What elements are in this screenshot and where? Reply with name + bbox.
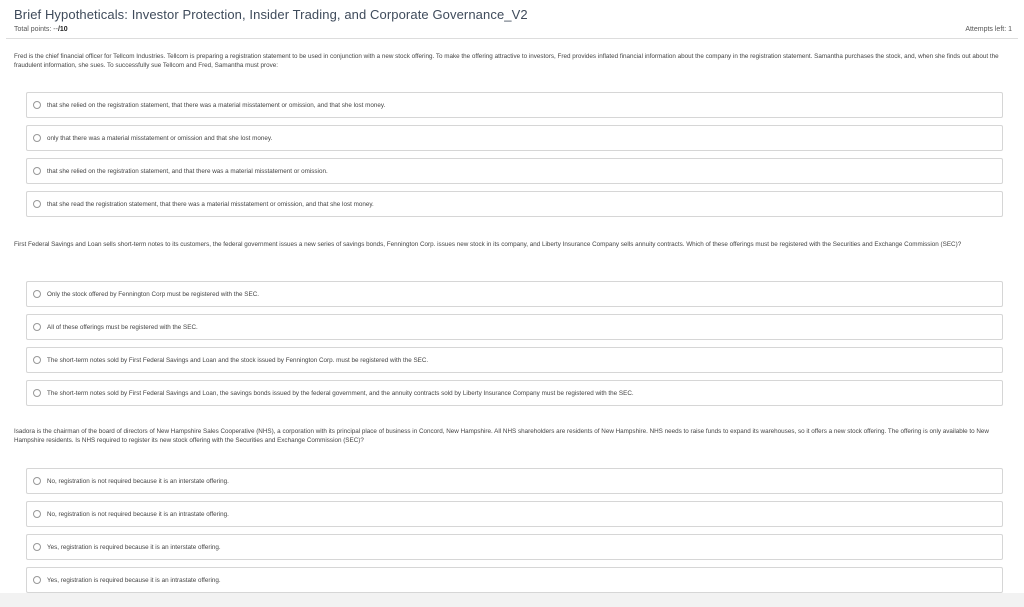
answer-option-label: only that there was a material misstatement or omission and that she lost money.	[47, 134, 273, 142]
answer-option[interactable]	[26, 125, 1003, 151]
answer-option[interactable]	[26, 314, 1003, 340]
total-points-label: Total points: --	[14, 26, 58, 33]
radio-button[interactable]	[33, 543, 41, 551]
answer-option-label: that she relied on the registration statement, that there was a material misstatement or omission, and that she lost money.	[47, 101, 386, 109]
radio-button[interactable]	[33, 290, 41, 298]
answer-option[interactable]	[26, 380, 1003, 406]
question-2-text: First Federal Savings and Loan sells short-term notes to its customers, the federal government issues a new series of savings bonds, Fennington Corp. issues new stock in its company, and Liberty Insurance Company sells annuity contracts. Which of these offerings must be registered with the Securities and Exchange Commission (SEC)?	[14, 241, 962, 248]
radio-button[interactable]	[33, 389, 41, 397]
radio-button[interactable]	[33, 356, 41, 364]
radio-button[interactable]	[33, 323, 41, 331]
answer-option[interactable]	[26, 347, 1003, 373]
radio-button[interactable]	[33, 134, 41, 142]
radio-button[interactable]	[33, 510, 41, 518]
question-1-text: Fred is the chief financial officer for Tellcom Industries. Tellcom is preparing a registration statement to be used in conjunction with a new stock offering. To make the offering attractive to investors, Fred provides inflated financial information about the company in the registration statement. Samantha purchases the stock, and, when she finds out about the fraudulent information, she sues. To successfully sue Tellcom and Fred, Samantha must prove:	[14, 53, 999, 69]
answer-option[interactable]	[26, 191, 1003, 217]
answer-option[interactable]	[26, 534, 1003, 560]
radio-button[interactable]	[33, 101, 41, 109]
answer-option-label: The short-term notes sold by First Federal Savings and Loan and the stock issued by Fennington Corp. must be registered with the SEC.	[47, 356, 429, 364]
answer-option-label: that she read the registration statement, that there was a material misstatement or omission, and that she lost money.	[47, 200, 374, 208]
answer-option-label: that she relied on the registration statement, and that there was a material misstatement or omission.	[47, 167, 328, 175]
bottom-bar	[0, 593, 1024, 607]
answer-option[interactable]	[26, 92, 1003, 118]
answer-option-label: Only the stock offered by Fennington Corp must be registered with the SEC.	[47, 290, 259, 298]
answer-option[interactable]	[26, 281, 1003, 307]
total-points-value: /10	[57, 26, 68, 33]
answer-option[interactable]	[26, 567, 1003, 593]
answer-option-label: Yes, registration is required because it is an intrastate offering.	[47, 576, 221, 584]
header-divider	[6, 38, 1018, 39]
radio-button[interactable]	[33, 167, 41, 175]
answer-option-label: No, registration is not required because it is an interstate offering.	[47, 477, 229, 485]
page-title: Brief Hypotheticals: Investor Protection, Insider Trading, and Corporate Governance_V2	[14, 7, 528, 22]
radio-button[interactable]	[33, 477, 41, 485]
assignment-meta	[14, 26, 1018, 38]
answer-option[interactable]	[26, 501, 1003, 527]
answer-option-label: Yes, registration is required because it is an interstate offering.	[47, 543, 221, 551]
total-points	[14, 26, 68, 33]
page-header	[14, 7, 1018, 22]
answer-option[interactable]	[26, 158, 1003, 184]
answer-option-label: All of these offerings must be registered with the SEC.	[47, 323, 198, 331]
radio-button[interactable]	[33, 200, 41, 208]
answer-option[interactable]	[26, 468, 1003, 494]
radio-button[interactable]	[33, 576, 41, 584]
attempts-left: Attempts left: 1	[965, 26, 1012, 33]
answer-option-label: No, registration is not required because it is an intrastate offering.	[47, 510, 229, 518]
question-3-text: Isadora is the chairman of the board of directors of New Hampshire Sales Cooperative (NHS), a corporation with its principal place of business in Concord, New Hampshire. All NHS shareholders are residents of New Hampshire. NHS needs to raise funds to expand its warehouses, so it offers a new stock offering. The offering is only available to New Hampshire residents. Is NHS required to register its new stock offering with the Securities and Exchange Commission (SEC)?	[14, 428, 989, 444]
answer-option-label: The short-term notes sold by First Federal Savings and Loan, the savings bonds issued by the federal government, and the annuity contracts sold by Liberty Insurance Company must be registered with the SEC.	[47, 389, 634, 397]
